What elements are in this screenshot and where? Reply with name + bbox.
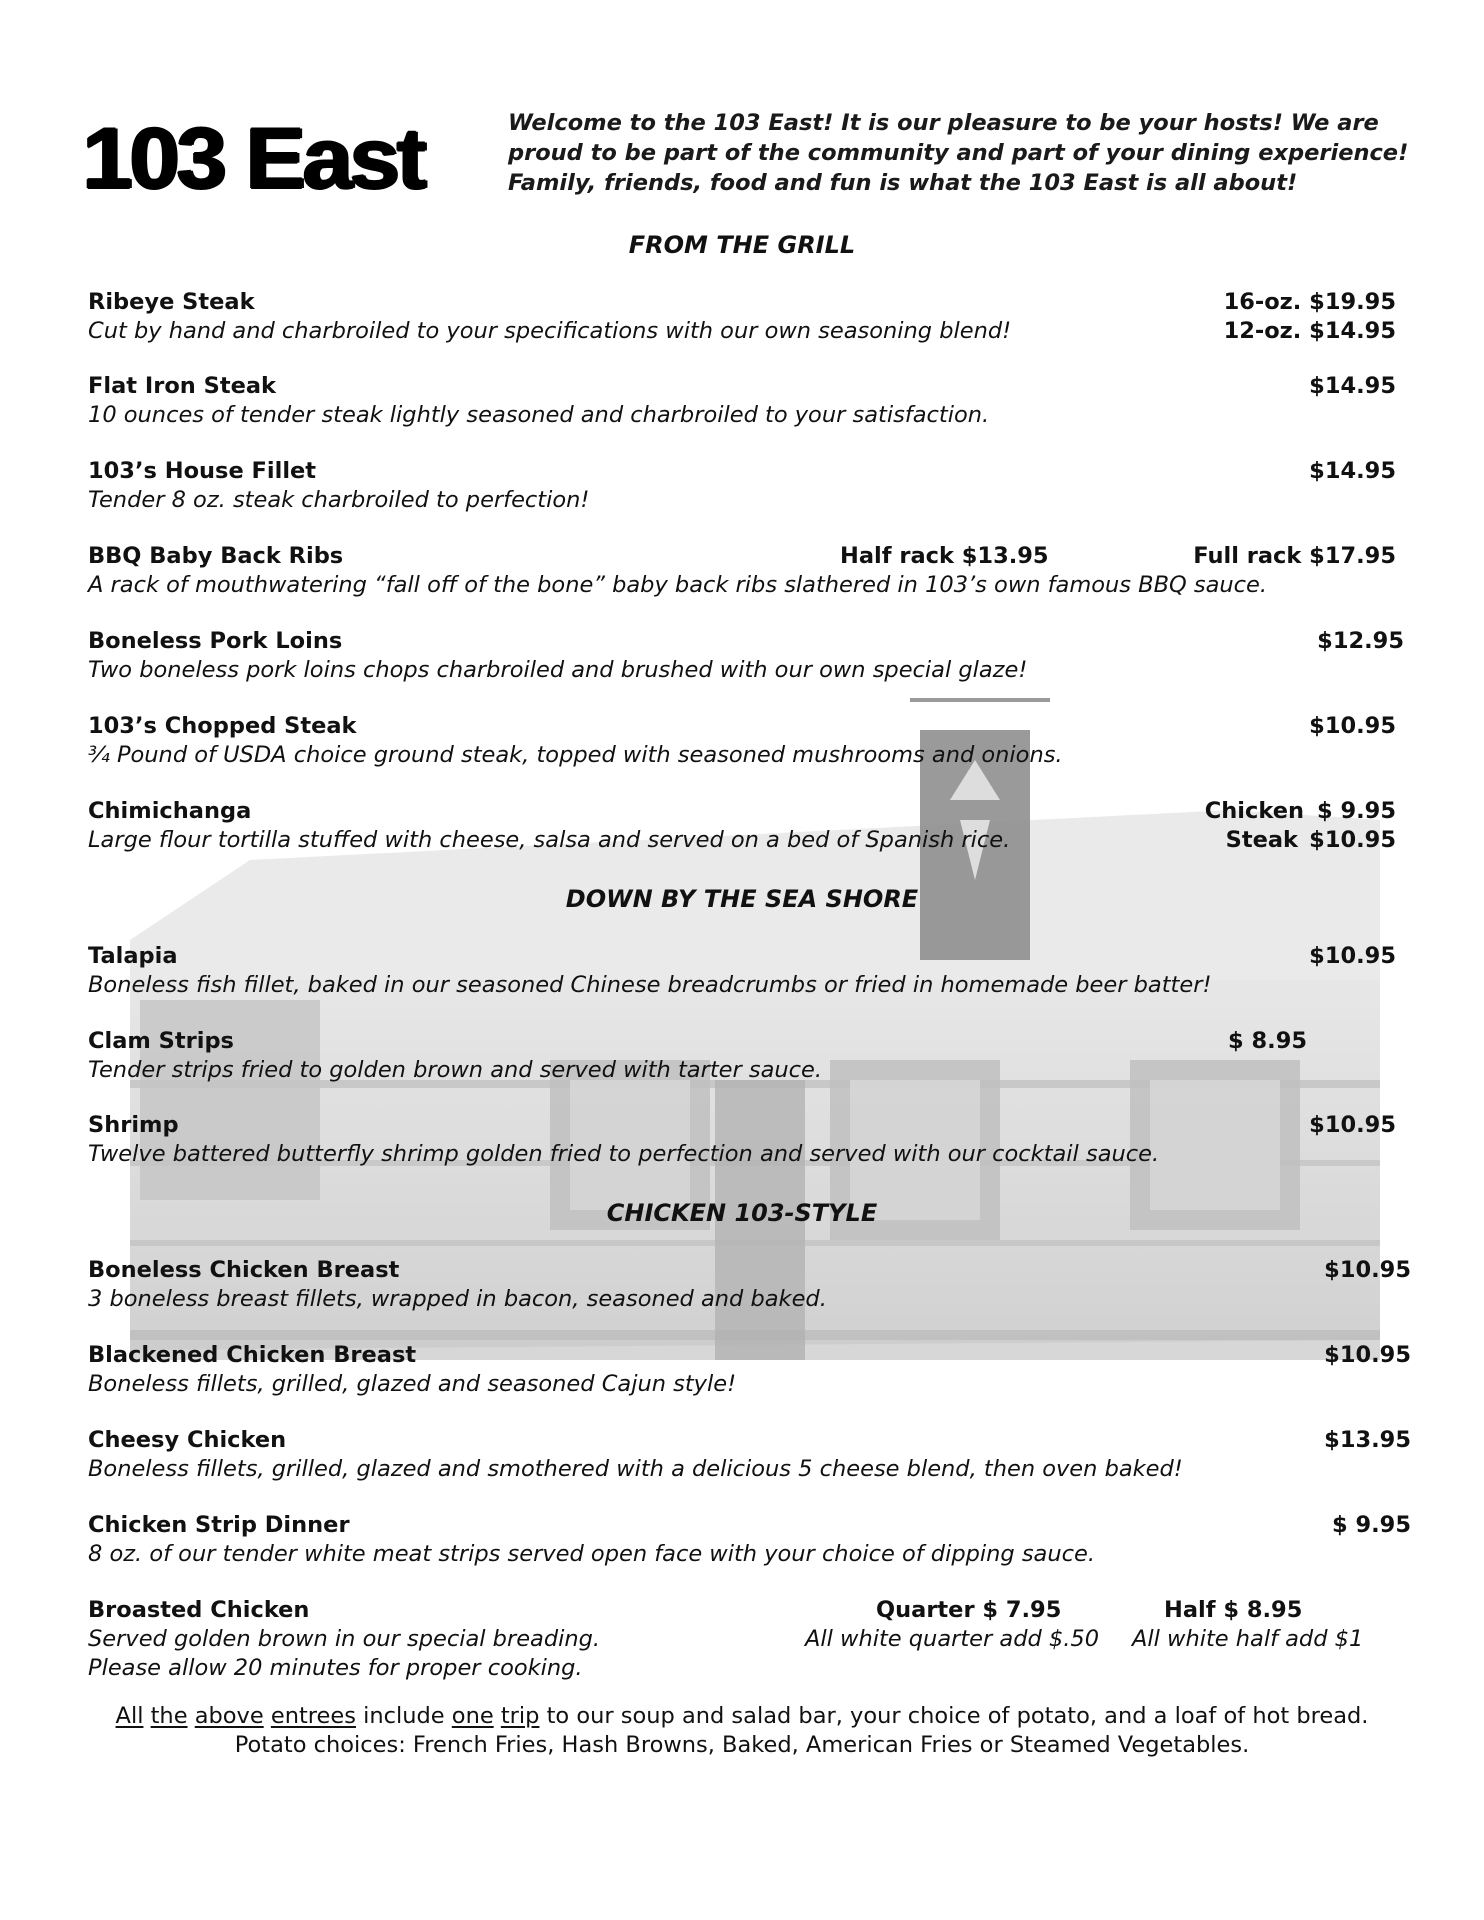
- item-price: $14.95: [1309, 373, 1396, 399]
- item-price: $ 9.95: [1316, 798, 1396, 824]
- entree-footer-note: [0, 1702, 1484, 1760]
- item-description: Boneless fillets, grilled, glazed and seasoned Cajun style!: [88, 1371, 737, 1397]
- item-name: Broasted Chicken: [88, 1597, 310, 1623]
- item-option-label: Chicken: [1204, 798, 1304, 824]
- menu-item: [88, 797, 1408, 859]
- item-price-quarter: Quarter $ 7.95: [876, 1597, 1062, 1623]
- item-description: Twelve battered butterfly shrimp golden fried to perfection and served with our cocktail sauce.: [88, 1141, 1160, 1167]
- item-price: $10.95: [1324, 1257, 1411, 1283]
- item-name: Shrimp: [88, 1112, 179, 1138]
- item-option-note: All white quarter add $.50: [805, 1626, 1100, 1652]
- item-name: Talapia: [88, 943, 178, 969]
- item-price: $ 8.95: [1228, 1028, 1308, 1054]
- menu-item: [88, 712, 1408, 774]
- item-price: $10.95: [1309, 713, 1396, 739]
- menu-item: [88, 372, 1408, 434]
- menu-item: [88, 1027, 1408, 1089]
- item-description: 10 ounces of tender steak lightly seasoned and charbroiled to your satisfaction.: [88, 402, 990, 428]
- menu-item: [88, 288, 1408, 350]
- item-name: 103’s Chopped Steak: [88, 713, 357, 739]
- menu-item: [88, 1511, 1411, 1573]
- section-heading-chicken: CHICKEN 103-STYLE: [606, 1199, 878, 1227]
- item-price: 12-oz. $14.95: [1223, 318, 1396, 344]
- item-description: Served golden brown in our special breading.: [88, 1626, 601, 1652]
- item-price: $10.95: [1309, 1112, 1396, 1138]
- item-price: $10.95: [1324, 1342, 1411, 1368]
- item-price: 16-oz. $19.95: [1223, 289, 1396, 315]
- item-price: $13.95: [1324, 1427, 1411, 1453]
- item-name: Chicken Strip Dinner: [88, 1512, 350, 1538]
- welcome-message: Welcome to the 103 East! It is our pleasure to be your hosts! We are proud to be part of the community and part of your dining experience! Family, friends, food and fun is what the 103 East is all about!: [508, 110, 1409, 196]
- item-price: $10.95: [1309, 827, 1396, 853]
- item-name: Blackened Chicken Breast: [88, 1342, 417, 1368]
- item-name: BBQ Baby Back Ribs: [88, 543, 344, 569]
- item-description: Boneless fillets, grilled, glazed and smothered with a delicious 5 cheese blend, then oven baked!: [88, 1456, 1183, 1482]
- item-description: Two boneless pork loins chops charbroiled and brushed with our own special glaze!: [88, 657, 1028, 683]
- item-description: Tender strips fried to golden brown and served with tarter sauce.: [88, 1057, 823, 1083]
- item-price-full: Full rack $17.95: [1193, 543, 1396, 569]
- section-heading-grill: FROM THE GRILL: [628, 231, 856, 259]
- item-price-half: Half rack $13.95: [840, 543, 1049, 569]
- menu-item: [88, 1256, 1411, 1318]
- item-description: ¾ Pound of USDA choice ground steak, topped with seasoned mushrooms and onions.: [88, 742, 1063, 768]
- item-description: Tender 8 oz. steak charbroiled to perfection!: [88, 487, 590, 513]
- menu-item: [88, 627, 1408, 689]
- item-description: Cut by hand and charbroiled to your specifications with our own seasoning blend!: [88, 318, 1012, 344]
- footer-line-2: Potato choices: French Fries, Hash Browns, Baked, American Fries or Steamed Vegetables.: [234, 1732, 1250, 1758]
- item-description: 3 boneless breast fillets, wrapped in bacon, seasoned and baked.: [88, 1286, 827, 1312]
- item-option-label: Steak: [1225, 827, 1298, 853]
- menu-item: [88, 457, 1408, 519]
- item-description: A rack of mouthwatering “fall off of the bone” baby back ribs slathered in 103’s own famous BBQ sauce.: [88, 572, 1268, 598]
- menu-item: [88, 1341, 1411, 1403]
- item-description-note: Please allow 20 minutes for proper cooking.: [88, 1655, 583, 1681]
- item-price: $10.95: [1309, 943, 1396, 969]
- item-name: 103’s House Fillet: [88, 458, 317, 484]
- item-name: Boneless Pork Loins: [88, 628, 343, 654]
- menu-item: [88, 1426, 1411, 1488]
- restaurant-logo: 103 East: [82, 111, 424, 207]
- item-price: $12.95: [1317, 628, 1404, 654]
- item-name: Cheesy Chicken: [88, 1427, 287, 1453]
- footer-line-1: All the above entrees include one trip to our soup and salad bar, your choice of potato, and a loaf of hot bread.: [115, 1703, 1369, 1729]
- item-name: Ribeye Steak: [88, 289, 255, 315]
- item-name: Boneless Chicken Breast: [88, 1257, 400, 1283]
- item-name: Clam Strips: [88, 1028, 234, 1054]
- item-option-note: All white half add $1: [1132, 1626, 1364, 1652]
- section-heading-sea: DOWN BY THE SEA SHORE: [565, 885, 919, 913]
- item-price-half: Half $ 8.95: [1164, 1597, 1303, 1623]
- item-price: $14.95: [1309, 458, 1396, 484]
- item-description: Boneless fish fillet, baked in our seasoned Chinese breadcrumbs or fried in homemade beer batter!: [88, 972, 1212, 998]
- menu-item: [88, 542, 1408, 604]
- item-name: Flat Iron Steak: [88, 373, 276, 399]
- menu-item: [88, 942, 1408, 1004]
- menu-item: [88, 1596, 1408, 1688]
- item-price: $ 9.95: [1331, 1512, 1411, 1538]
- item-description: Large flour tortilla stuffed with cheese, salsa and served on a bed of Spanish rice.: [88, 827, 1011, 853]
- menu-item: [88, 1111, 1408, 1173]
- item-description: 8 oz. of our tender white meat strips served open face with your choice of dipping sauce.: [88, 1541, 1095, 1567]
- item-name: Chimichanga: [88, 798, 252, 824]
